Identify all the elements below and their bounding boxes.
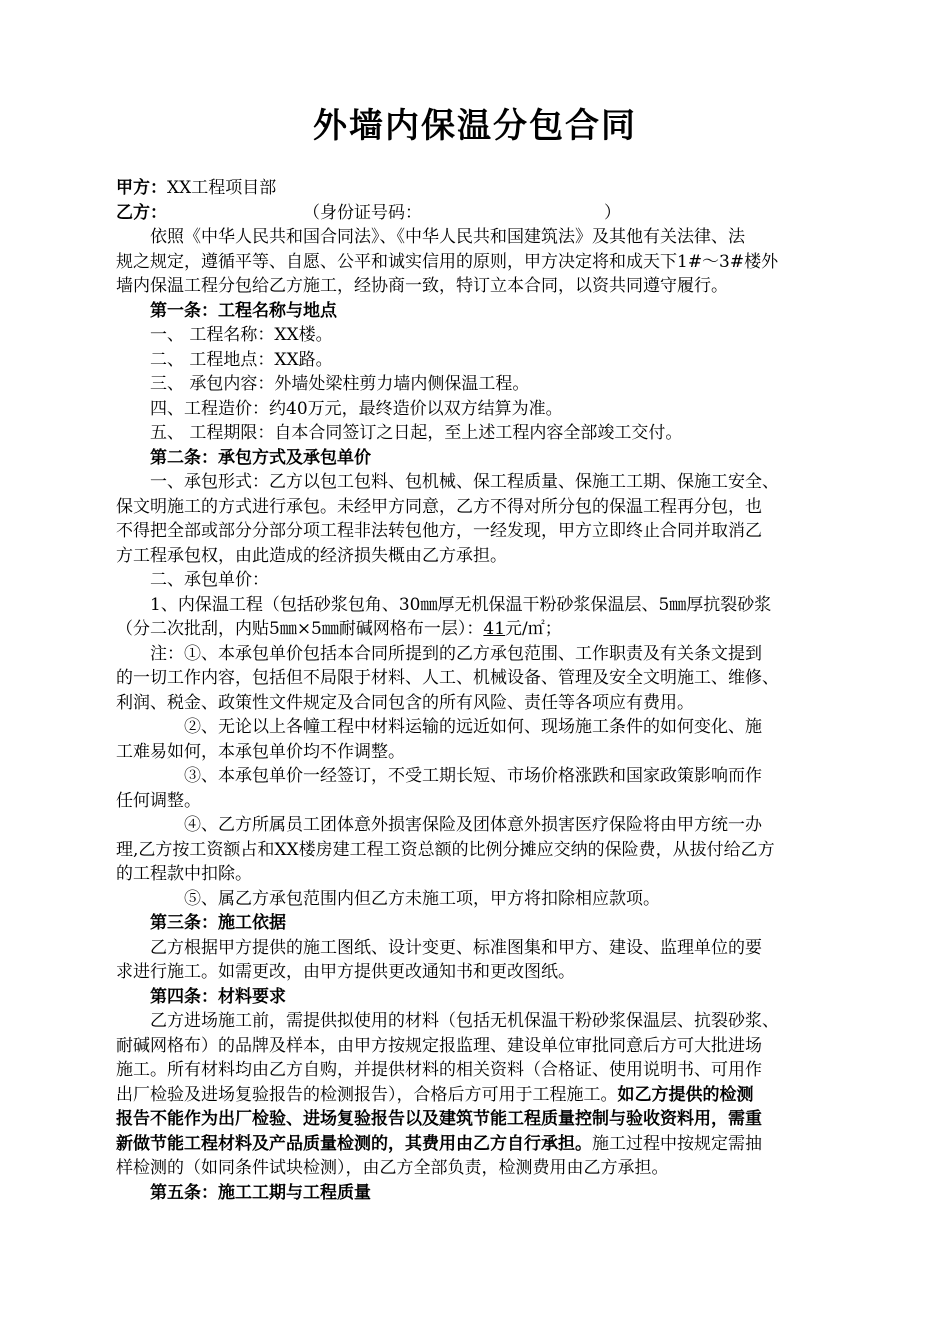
article-1-item: 四、工程造价：约40万元，最终造价以双方结算为准。 [150, 398, 563, 419]
article-1-item: 三、 承包内容：外墙处梁柱剪力墙内侧保温工程。 [150, 374, 530, 394]
party-b-id-close: ） [604, 202, 621, 223]
party-a-line [116, 176, 872, 201]
unit-price-value: 41 [483, 619, 506, 639]
note-4-line: 理,乙方按工资额占和XX楼房建工程工资总额的比例分摊应交纳的保险费，从拔付给乙方 [116, 839, 775, 860]
article-4-bold-line: 报告不能作为出厂检验、进场复验报告以及建筑节能工程质量控制与验收资料用，需重 [116, 1109, 762, 1129]
article-1-item: 五、 工程期限：自本合同签订之日起，至上述工程内容全部竣工交付。 [150, 423, 683, 443]
price-item-line [116, 617, 872, 642]
intro-line: 规之规定，遵循平等、自愿、公平和诚实信用的原则，甲方决定将和成天下1#～3#楼外 [116, 251, 779, 272]
article-2-form-line: 方工程承包权，由此造成的经济损失概由乙方承担。 [116, 545, 507, 566]
note-2-line: 工难易如何，本承包单价均不作调整。 [116, 741, 405, 762]
note-2-line: ②、无论以上各幢工程中材料运输的远近如何、现场施工条件的如何变化、施 [184, 717, 762, 737]
article-3-line: 乙方根据甲方提供的施工图纸、设计变更、标准图集和甲方、建设、监理单位的要 [150, 937, 762, 958]
article-1-item: 二、 工程地点：XX路。 [150, 349, 333, 370]
note-5-line: ⑤、属乙方承包范围内但乙方未施工项，甲方将扣除相应款项。 [184, 888, 660, 909]
party-b-line [116, 201, 872, 226]
note-3-line: 任何调整。 [116, 790, 201, 811]
article-4-bold-text: 新做节能工程材料及产品质量检测的，其费用由乙方自行承担。 [116, 1133, 592, 1154]
article-4-heading: 第四条：材料要求 [150, 986, 286, 1007]
article-2-form-line: 一、承包形式：乙方以包工包料、包机械、保工程质量、保施工工期、保施工安全、 [150, 472, 779, 492]
party-b-label: 乙方： [116, 202, 167, 223]
article-1-heading: 第一条：工程名称与地点 [150, 300, 337, 321]
article-3-heading: 第三条：施工依据 [150, 913, 286, 933]
article-4-line [116, 1083, 872, 1108]
article-5-heading: 第五条：施工工期与工程质量 [150, 1182, 371, 1203]
article-4-text: 施工过程中按规定需抽 [592, 1133, 762, 1154]
party-a-label: 甲方： [116, 178, 167, 198]
article-4-text: 出厂检验及进场复验报告的检测报告），合格后方可用于工程施工。 [116, 1084, 618, 1105]
article-4-line: 施工。所有材料均由乙方自购，并提供材料的相关资料（合格证、使用说明书、可用作 [116, 1060, 762, 1080]
price-item-line: 1、内保温工程（包括砂浆包角、30㎜厚无机保温干粉砂浆保温层、5㎜厚抗裂砂浆 [150, 594, 772, 615]
article-1-item: 一、 工程名称：XX楼。 [150, 325, 333, 345]
price-item-text: （分二次批刮，内贴5㎜×5㎜耐碱网格布一层）： [116, 619, 484, 639]
note-4-line: 的工程款中扣除。 [116, 864, 252, 884]
article-2-form-line: 保文明施工的方式进行承包。未经甲方同意，乙方不得对所分包的保温工程再分包，也 [116, 496, 762, 517]
note-4-line: ④、乙方所属员工团体意外损害保险及团体意外损害医疗保险将由甲方统一办 [184, 815, 762, 835]
article-4-line: 耐碱网格布）的品牌及样本，由甲方按规定报监理、建设单位审批同意后方可大批进场 [116, 1035, 762, 1056]
article-4-bold-text: 如乙方提供的检测 [617, 1084, 754, 1105]
intro-line: 墙内保温工程分包给乙方施工，经协商一致，特订立本合同，以资共同遵守履行。 [116, 276, 728, 296]
document-title: 外墙内保温分包合同 [313, 106, 637, 146]
note-1-line: 注：①、本承包单价包括本合同所提到的乙方承包范围、工作职责及有关条文提到 [150, 643, 762, 664]
note-3-line: ③、本承包单价一经签订，不受工期长短、市场价格涨跌和国家政策影响而作 [184, 766, 762, 786]
price-heading: 二、承包单价： [150, 570, 269, 590]
document-body [116, 176, 872, 1205]
article-4-line: 乙方进场施工前，需提供拟使用的材料（包括无机保温干粉砂浆保温层、抗裂砂浆、 [150, 1011, 779, 1031]
article-2-form-line: 不得把全部或部分分部分项工程非法转包他方，一经发现，甲方立即终止合同并取消乙 [116, 521, 762, 541]
article-4-line: 样检测的（如同条件试块检测），由乙方全部负责，检测费用由乙方承担。 [116, 1158, 669, 1178]
note-1-line: 利润、税金、政策性文件规定及合同包含的所有风险、责任等各项应有费用。 [116, 692, 694, 713]
article-2-heading: 第二条：承包方式及承包单价 [150, 447, 371, 468]
article-3-line: 求进行施工。如需更改，由甲方提供更改通知书和更改图纸。 [116, 962, 575, 982]
party-a-value: XX工程项目部 [167, 178, 277, 198]
unit-price-unit: 元/㎡； [505, 619, 562, 639]
party-b-id-open: （身份证号码： [303, 202, 422, 223]
article-4-line [116, 1132, 872, 1157]
intro-line: 依照《中华人民共和国合同法》、《中华人民共和国建筑法》及其他有关法律、法 [150, 227, 745, 247]
note-1-line: 的一切工作内容，包括但不局限于材料、人工、机械设备、管理及安全文明施工、维修、 [116, 668, 779, 688]
